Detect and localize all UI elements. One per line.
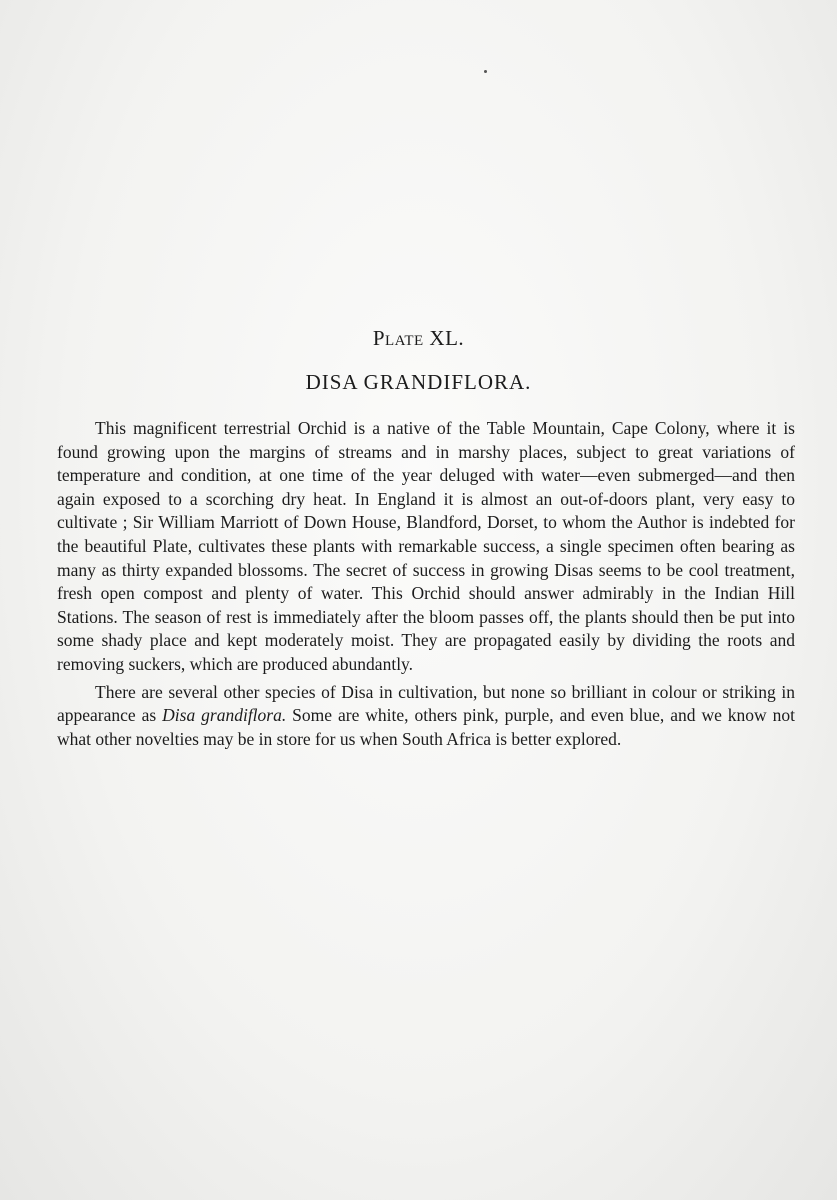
paragraph-2 [57, 681, 795, 752]
body-text [57, 417, 795, 755]
paper-speck [484, 70, 487, 73]
paragraph-1: This magnificent terrestrial Orchid is a native of the Table Mountain, Cape Colony, where it is found growing upon the margins of streams and in marshy places, subject to great variations of temperature and condition, at one time of the year deluged with water—even submerged—and then again exposed to a scorching dry heat. In England it is almost an out-of-doors plant, very easy to cultivate ; Sir William Marriott of Down House, Blandford, Dorset, to whom the Author is indebted for the beautiful Plate, cultivates these plants with remarkable success, a single specimen often bearing as many as thirty expanded blossoms. The secret of success in growing Disas seems to be cool treatment, fresh open compost and plenty of water. This Orchid should answer admirably in the Indian Hill Stations. The season of rest is immediately after the bloom passes off, the plants should then be put into some shady place and kept moderately moist. They are propagated easily by dividing the roots and removing suckers, which are produced abundantly. [57, 418, 795, 674]
plate-number: Plate XL. [372, 326, 465, 350]
species-name-italic: Disa grandiflora. [162, 705, 287, 726]
plate-title: DISA GRANDIFLORA. [305, 370, 532, 394]
paragraph-2-start: There are several other species of Disa in cultivation, but none so brilliant in colour or striking in appearance as [57, 681, 795, 726]
paragraph-2-end: Some are white, others pink, purple, and even blue, and we know not what other novelties may be in store for us when South Africa is better explored. [57, 705, 795, 749]
